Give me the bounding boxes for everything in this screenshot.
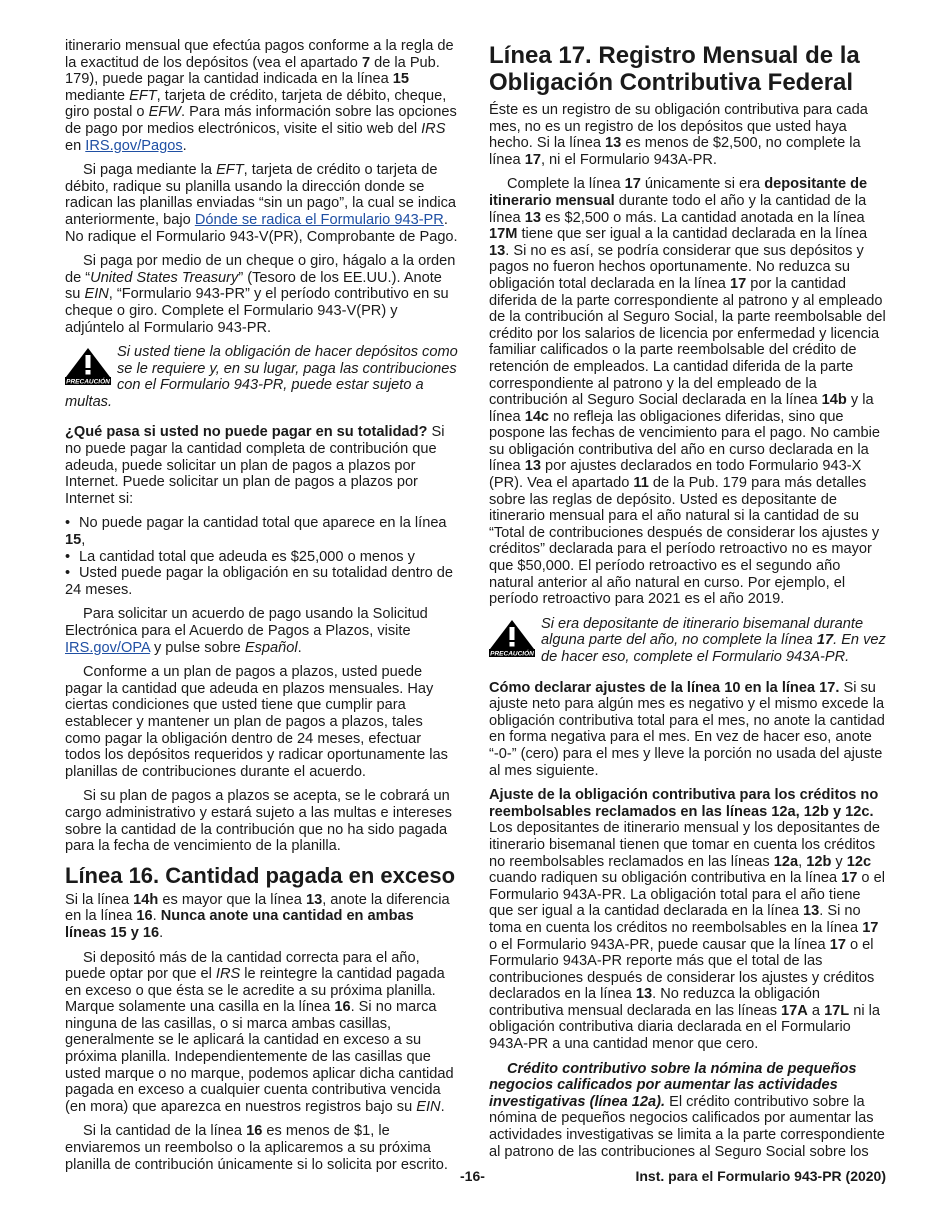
paragraph: Si paga por medio de un cheque o giro, hágalo a la orden de “United States Treasury” (Tesoro de los EE.UU.). Anote su EIN, “Formulario 943-PR” y el período contributivo en su cheque o giro. Complete el Formulario 943-V(PR) y adjúntelo al Formulario 943-PR. <box>65 253 456 336</box>
paragraph: ¿Qué pasa si usted no puede pagar en su totalidad? Si no puede pagar la cantidad completa de contribución que adeuda, puede solicitar un plan de pagos a plazos por Internet. Puede solicitar un plan de pagos a plazos por Internet si: <box>65 424 445 507</box>
paragraph: Cómo declarar ajustes de la línea 10 en la línea 17. Si su ajuste neto para algún mes es negativo y el mismo excede la obligación contributiva total para el mes, no anote la cantidad en forma negativa para el mes. En vez de hacer eso, anote “-0-” (cero) para el mes y lleve la porción no usada del ajuste al mes siguiente. <box>489 679 885 779</box>
paragraph: Complete la línea 17 únicamente si era depositante de itinerario mensual durante todo el año y la cantidad de la línea 13 es $2,500 o más. La cantidad anotada en la línea 17M tiene que ser igual a la cantidad declarada en la línea 13. Si no es así, se podría considerar que sus depósitos y pagos no fueron hechos oportunamente. No reduzca su obligación total declarada en la línea 17 por la cantidad diferida de la parte correspondiente al patrono y al empleado de la contribución al Seguro Social, la parte reembolsable del crédito por los salarios de licencia por enfermedad y licencia familiar calificados o la parte reembolsable del crédito de retención de empleados. La cantidad diferida de la parte correspondiente al patrono y la del empleado de la contribución al Seguro Social declarada en la línea 14b y la línea 14c no refleja las obligaciones diferidas, sino que pospone las fechas de vencimiento para el pago. No cambie su obligación contributiva del año en curso declarada en la línea 13 por ajustes declarados en todo Formulario 943-X (PR). Vea el apartado 11 de la Pub. 179 para más detalles sobre las reglas de depósito. Usted es depositante de itinerario mensual para el año natural si la cantidad de su “Total de contribuciones después de considerar los ajustes y créditos” declarada para el período retroactivo no es mayor que $50,000. El período retroactivo es el segundo año natural anterior al año natural en curso. Por ejemplo, el período retroactivo para 2021 es el año 2019. <box>489 176 886 608</box>
caution-icon <box>65 347 111 385</box>
paragraph: Éste es un registro de su obligación contributiva para cada mes, no es un registro de los depósitos que usted haya hecho. Si la línea 13 es menos de $2,500, no complete la línea 17, ni el Formulario 943A-PR. <box>489 102 868 168</box>
paragraph: Ajuste de la obligación contributiva para los créditos no reembolsables reclamados en las líneas 12a, 12b y 12c. Los depositantes de itinerario mensual y los depositantes de itinerario bisemanal tienen que tomar en cuenta los créditos no reembolsables reclamados en las líneas 12a, 12b y 12c cuando radiquen su obligación contributiva en la línea 17 o el Formulario 943A-PR. La obligación total para el año tiene que ser igual a la cantidad declarada en la línea 13. Si no toma en cuenta los créditos no reembolsables en la línea 17 o el Formulario 943A-PR, puede causar que la línea 17 o el Formulario 943A-PR reporte más que el total de las contribuciones después de considerar los ajustes y créditos declarados en la línea 13. No reduzca la obligación contributiva mensual declarada en las líneas 17A a 17L ni la obligación contributiva diaria declarada en el Formulario 943A-PR a una cantidad menor que cero. <box>489 787 885 1053</box>
paragraph: Crédito contributivo sobre la nómina de pequeños negocios calificados por aumentar las actividades investigativas (línea 12a). El crédito contributivo sobre la nómina de pequeños negocios calificados por aumentar las actividades investigativas se limita a la parte correspondiente al patrono de las contribuciones al Seguro Social sobre los <box>489 1060 885 1160</box>
caution-label: PRECAUCIÓN <box>66 378 110 386</box>
where-to-file-link[interactable]: Dónde se radica el Formulario 943-PR <box>194 211 444 228</box>
paragraph: Conforme a un plan de pagos a plazos, usted puede pagar la cantidad que adeuda en plazos mensuales. Hay ciertas condiciones que usted tiene que cumplir para establecer y mantener un plan de pagos a plazos, tales como pagar la obligación dentro de 24 meses, efectuar todos los depósitos requeridos y radicar oportunamente las planillas de contribuciones durante el acuerdo. <box>65 664 448 780</box>
section-heading-line-17: Línea 17. Registro Mensual de la Obligación Contributiva Federal <box>489 42 860 96</box>
right-column <box>489 38 887 1168</box>
list-item: • Usted puede pagar la obligación en su totalidad dentro de 24 meses. <box>65 565 458 598</box>
caution-note: PRECAUCIÓN Si usted tiene la obligación de hacer depósitos como se le requiere y, en su lugar, paga las contribuciones con el Formulario 943-PR, puede estar sujeto a multas. <box>65 344 458 410</box>
irs-opa-link[interactable]: IRS.gov/OPA <box>65 639 150 656</box>
paragraph: Si depositó más de la cantidad correcta para el año, puede optar por que el IRS le reintegre la cantidad pagada en exceso o que ésta se le acredite a su próxima planilla. Marque solamente una casilla en la línea 16. Si no marca ninguna de las casillas, o si marca ambas casillas, generalmente se le aplicará la cantidad en exceso a su próxima planilla. Independientemente de las casillas que usted marque o no marque, podemos aplicar dicha cantidad pagada en exceso a cualquier cuenta contributiva vencida (en mora) que aparezca en nuestros registros bajo su EIN. <box>65 949 454 1115</box>
section-heading-line-16: Línea 16. Cantidad pagada en exceso <box>65 862 456 888</box>
irs-pagos-link[interactable]: IRS.gov/Pagos <box>85 137 183 154</box>
paragraph: Si su plan de pagos a plazos se acepta, se le cobrará un cargo administrativo y estará sujeto a las multas e intereses sobre la cantidad de la contribución que no ha sido pagada para la fecha de vencimiento de la planilla. <box>65 788 452 855</box>
list-item: • No puede pagar la cantidad total que aparece en la línea 15, <box>65 515 458 548</box>
paragraph: Si la línea 14h es mayor que la línea 13, anote la diferencia en la línea 16. Nunca anote una cantidad en ambas líneas 15 y 16. <box>65 891 450 941</box>
caution-note: PRECAUCIÓN Si era depositante de itinerario bisemanal durante alguna parte del año, no complete la línea 17. En vez de hacer eso, complete el Formulario 943A-PR. <box>490 615 886 665</box>
paragraph: itinerario mensual que efectúa pagos conforme a la regla de la exactitud de los depósitos (vea el apartado 7 de la Pub. 179), puede pagar la cantidad indicada en la línea 15 mediante EFT, tarjeta de crédito, tarjeta de débito, cheque, giro postal o EFW. Para más información sobre las opciones de pago por medios electrónicos, visite el sitio web del IRS en IRS.gov/Pagos. <box>65 38 457 154</box>
document-title-footer: Inst. para el Formulario 943-PR (2020) <box>635 1168 886 1184</box>
paragraph: Para solicitar un acuerdo de pago usando la Solicitud Electrónica para el Acuerdo de Pagos a Plazos, visite IRS.gov/OPA y pulse sobre Español. <box>65 606 428 656</box>
paragraph: Si paga mediante la EFT, tarjeta de crédito o tarjeta de débito, radique su planilla usando la dirección donde se radican las planillas enviadas “sin un pago”, la cual se indica anteriormente, bajo Dónde se radica el Formulario 943-PR. No radique el Formulario 943-V(PR), Comprobante de Pago. <box>65 162 458 245</box>
paragraph: Si la cantidad de la línea 16 es menos de $1, le enviaremos un reembolso o la aplicaremos a su próxima planilla de contribución únicamente si lo solicita por escrito. <box>65 1123 448 1173</box>
bullet-list <box>65 515 458 598</box>
caution-label: PRECAUCIÓN <box>490 650 534 657</box>
left-column <box>65 38 458 1181</box>
list-item: • La cantidad total que adeuda es $25,000 o menos y <box>65 549 458 566</box>
caution-icon <box>489 619 535 657</box>
page-number: -16- <box>460 1168 485 1184</box>
